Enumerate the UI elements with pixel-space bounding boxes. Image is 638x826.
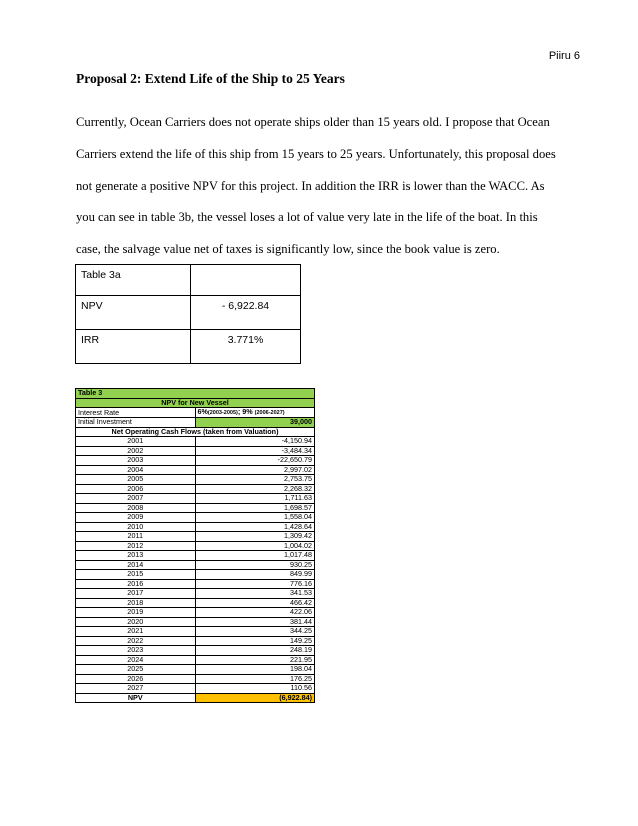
cash-flow-year: 2007	[76, 494, 196, 504]
table-3-title: Table 3	[76, 389, 315, 399]
cash-flow-year: 2020	[76, 617, 196, 627]
table-3-npv-value: (6,922.84)	[195, 693, 315, 703]
interest-rate-d: (2006-2027)	[254, 410, 285, 416]
cash-flow-value: -22,650.79	[195, 456, 315, 466]
cash-flow-value: 2,997.02	[195, 465, 315, 475]
cash-flow-value: 849.99	[195, 570, 315, 580]
npv-label: NPV	[76, 296, 191, 330]
paragraph-line: not generate a positive NPV for this project. In addition the IRR is lower than the WACC. As	[76, 178, 545, 193]
cash-flow-year: 2013	[76, 551, 196, 561]
irr-label: IRR	[76, 330, 191, 364]
cash-flow-year: 2025	[76, 665, 196, 675]
interest-rate-label: Interest Rate	[76, 408, 196, 418]
cash-flow-value: 110.56	[195, 684, 315, 694]
cash-flow-year: 2026	[76, 674, 196, 684]
paragraph-line: Currently, Ocean Carriers does not operate ships older than 15 years old. I propose that Ocean	[76, 115, 550, 129]
cash-flow-row	[76, 513, 315, 523]
cash-flow-value: 1,004.02	[195, 541, 315, 551]
initial-investment-value: 39,000	[195, 418, 315, 428]
cash-flow-value: 1,558.04	[195, 513, 315, 523]
cash-flow-value: 344.25	[195, 627, 315, 637]
interest-rate-a: 6%	[197, 407, 208, 416]
cash-flow-row	[76, 636, 315, 646]
cash-flow-row	[76, 494, 315, 504]
cash-flow-row	[76, 522, 315, 532]
cash-flow-value: -4,150.94	[195, 437, 315, 447]
cash-flow-value: 930.25	[195, 560, 315, 570]
cash-flow-year: 2015	[76, 570, 196, 580]
table-3a-title: Table 3a	[76, 265, 191, 296]
interest-rate-b: (2003-2005)	[207, 410, 238, 416]
cash-flow-row	[76, 608, 315, 618]
cash-flow-row	[76, 646, 315, 656]
cash-flow-value: 2,268.32	[195, 484, 315, 494]
cash-flow-value: 381.44	[195, 617, 315, 627]
cash-flow-row	[76, 579, 315, 589]
cash-flow-row	[76, 437, 315, 447]
paragraph-line: case, the salvage value net of taxes is significantly low, since the book value is zero.	[76, 242, 500, 257]
table-3-subtitle: NPV for New Vessel	[76, 398, 315, 408]
cash-flow-year: 2027	[76, 684, 196, 694]
cash-flow-value: 149.25	[195, 636, 315, 646]
cash-flow-year: 2001	[76, 437, 196, 447]
paragraph-line: Carriers extend the life of this ship from 15 years to 25 years. Unfortunately, this proposal does	[76, 146, 556, 161]
cash-flow-value: 466.42	[195, 598, 315, 608]
table-3a-title-blank	[191, 265, 301, 296]
cash-flow-row	[76, 655, 315, 665]
irr-value: 3.771%	[191, 330, 301, 364]
cash-flow-row	[76, 532, 315, 542]
cash-flow-row	[76, 475, 315, 485]
cash-flow-row	[76, 665, 315, 675]
cash-flow-year: 2017	[76, 589, 196, 599]
cash-flow-year: 2006	[76, 484, 196, 494]
cash-flow-year: 2008	[76, 503, 196, 513]
npv-row	[76, 693, 315, 703]
cash-flow-value: 776.16	[195, 579, 315, 589]
section-heading: Proposal 2: Extend Life of the Ship to 25 Years	[76, 71, 345, 86]
table-3-npv-label: NPV	[76, 693, 196, 703]
cash-flow-year: 2009	[76, 513, 196, 523]
page-header: Piiru 6	[548, 50, 580, 62]
cash-flow-year: 2010	[76, 522, 196, 532]
cash-flow-row	[76, 589, 315, 599]
initial-investment-label: Initial Investment	[76, 418, 196, 428]
cash-flow-value: 1,711.63	[195, 494, 315, 504]
cash-flows-header: Net Operating Cash Flows (taken from Valuation)	[76, 427, 315, 437]
cash-flow-value: 422.06	[195, 608, 315, 618]
cash-flow-row	[76, 541, 315, 551]
cash-flow-value: 198.04	[195, 665, 315, 675]
cash-flow-row	[76, 674, 315, 684]
cash-flow-row	[76, 617, 315, 627]
cash-flow-value: 248.19	[195, 646, 315, 656]
interest-rate-c: ; 9%	[237, 407, 253, 416]
table-3a	[75, 264, 301, 364]
cash-flow-row	[76, 627, 315, 637]
cash-flow-year: 2014	[76, 560, 196, 570]
cash-flow-row	[76, 503, 315, 513]
table-3-npv-new-vessel	[75, 388, 315, 703]
interest-rate-value	[195, 408, 315, 418]
cash-flow-value: -3,484.34	[195, 446, 315, 456]
cash-flow-value: 2,753.75	[195, 475, 315, 485]
cash-flow-year: 2002	[76, 446, 196, 456]
cash-flow-row	[76, 560, 315, 570]
cash-flow-value: 221.95	[195, 655, 315, 665]
cash-flow-row	[76, 456, 315, 466]
cash-flow-year: 2005	[76, 475, 196, 485]
cash-flow-year: 2022	[76, 636, 196, 646]
cash-flow-value: 341.53	[195, 589, 315, 599]
cash-flow-value: 1,428.64	[195, 522, 315, 532]
body-paragraph	[76, 107, 564, 266]
paragraph-line: you can see in table 3b, the vessel loses a lot of value very late in the life of the boat. In this	[76, 210, 538, 225]
cash-flow-year: 2018	[76, 598, 196, 608]
cash-flow-value: 1,698.57	[195, 503, 315, 513]
cash-flow-year: 2024	[76, 655, 196, 665]
cash-flow-row	[76, 570, 315, 580]
cash-flow-row	[76, 484, 315, 494]
cash-flow-year: 2003	[76, 456, 196, 466]
cash-flow-year: 2019	[76, 608, 196, 618]
cash-flow-value: 1,309.42	[195, 532, 315, 542]
cash-flow-year: 2011	[76, 532, 196, 542]
cash-flow-row	[76, 598, 315, 608]
cash-flow-row	[76, 446, 315, 456]
cash-flow-value: 1,017.48	[195, 551, 315, 561]
cash-flow-value: 176.25	[195, 674, 315, 684]
cash-flow-year: 2004	[76, 465, 196, 475]
cash-flow-row	[76, 465, 315, 475]
cash-flow-year: 2016	[76, 579, 196, 589]
cash-flow-row	[76, 551, 315, 561]
npv-value: - 6,922.84	[191, 296, 301, 330]
cash-flow-year: 2021	[76, 627, 196, 637]
cash-flow-year: 2012	[76, 541, 196, 551]
cash-flow-row	[76, 684, 315, 694]
cash-flow-year: 2023	[76, 646, 196, 656]
